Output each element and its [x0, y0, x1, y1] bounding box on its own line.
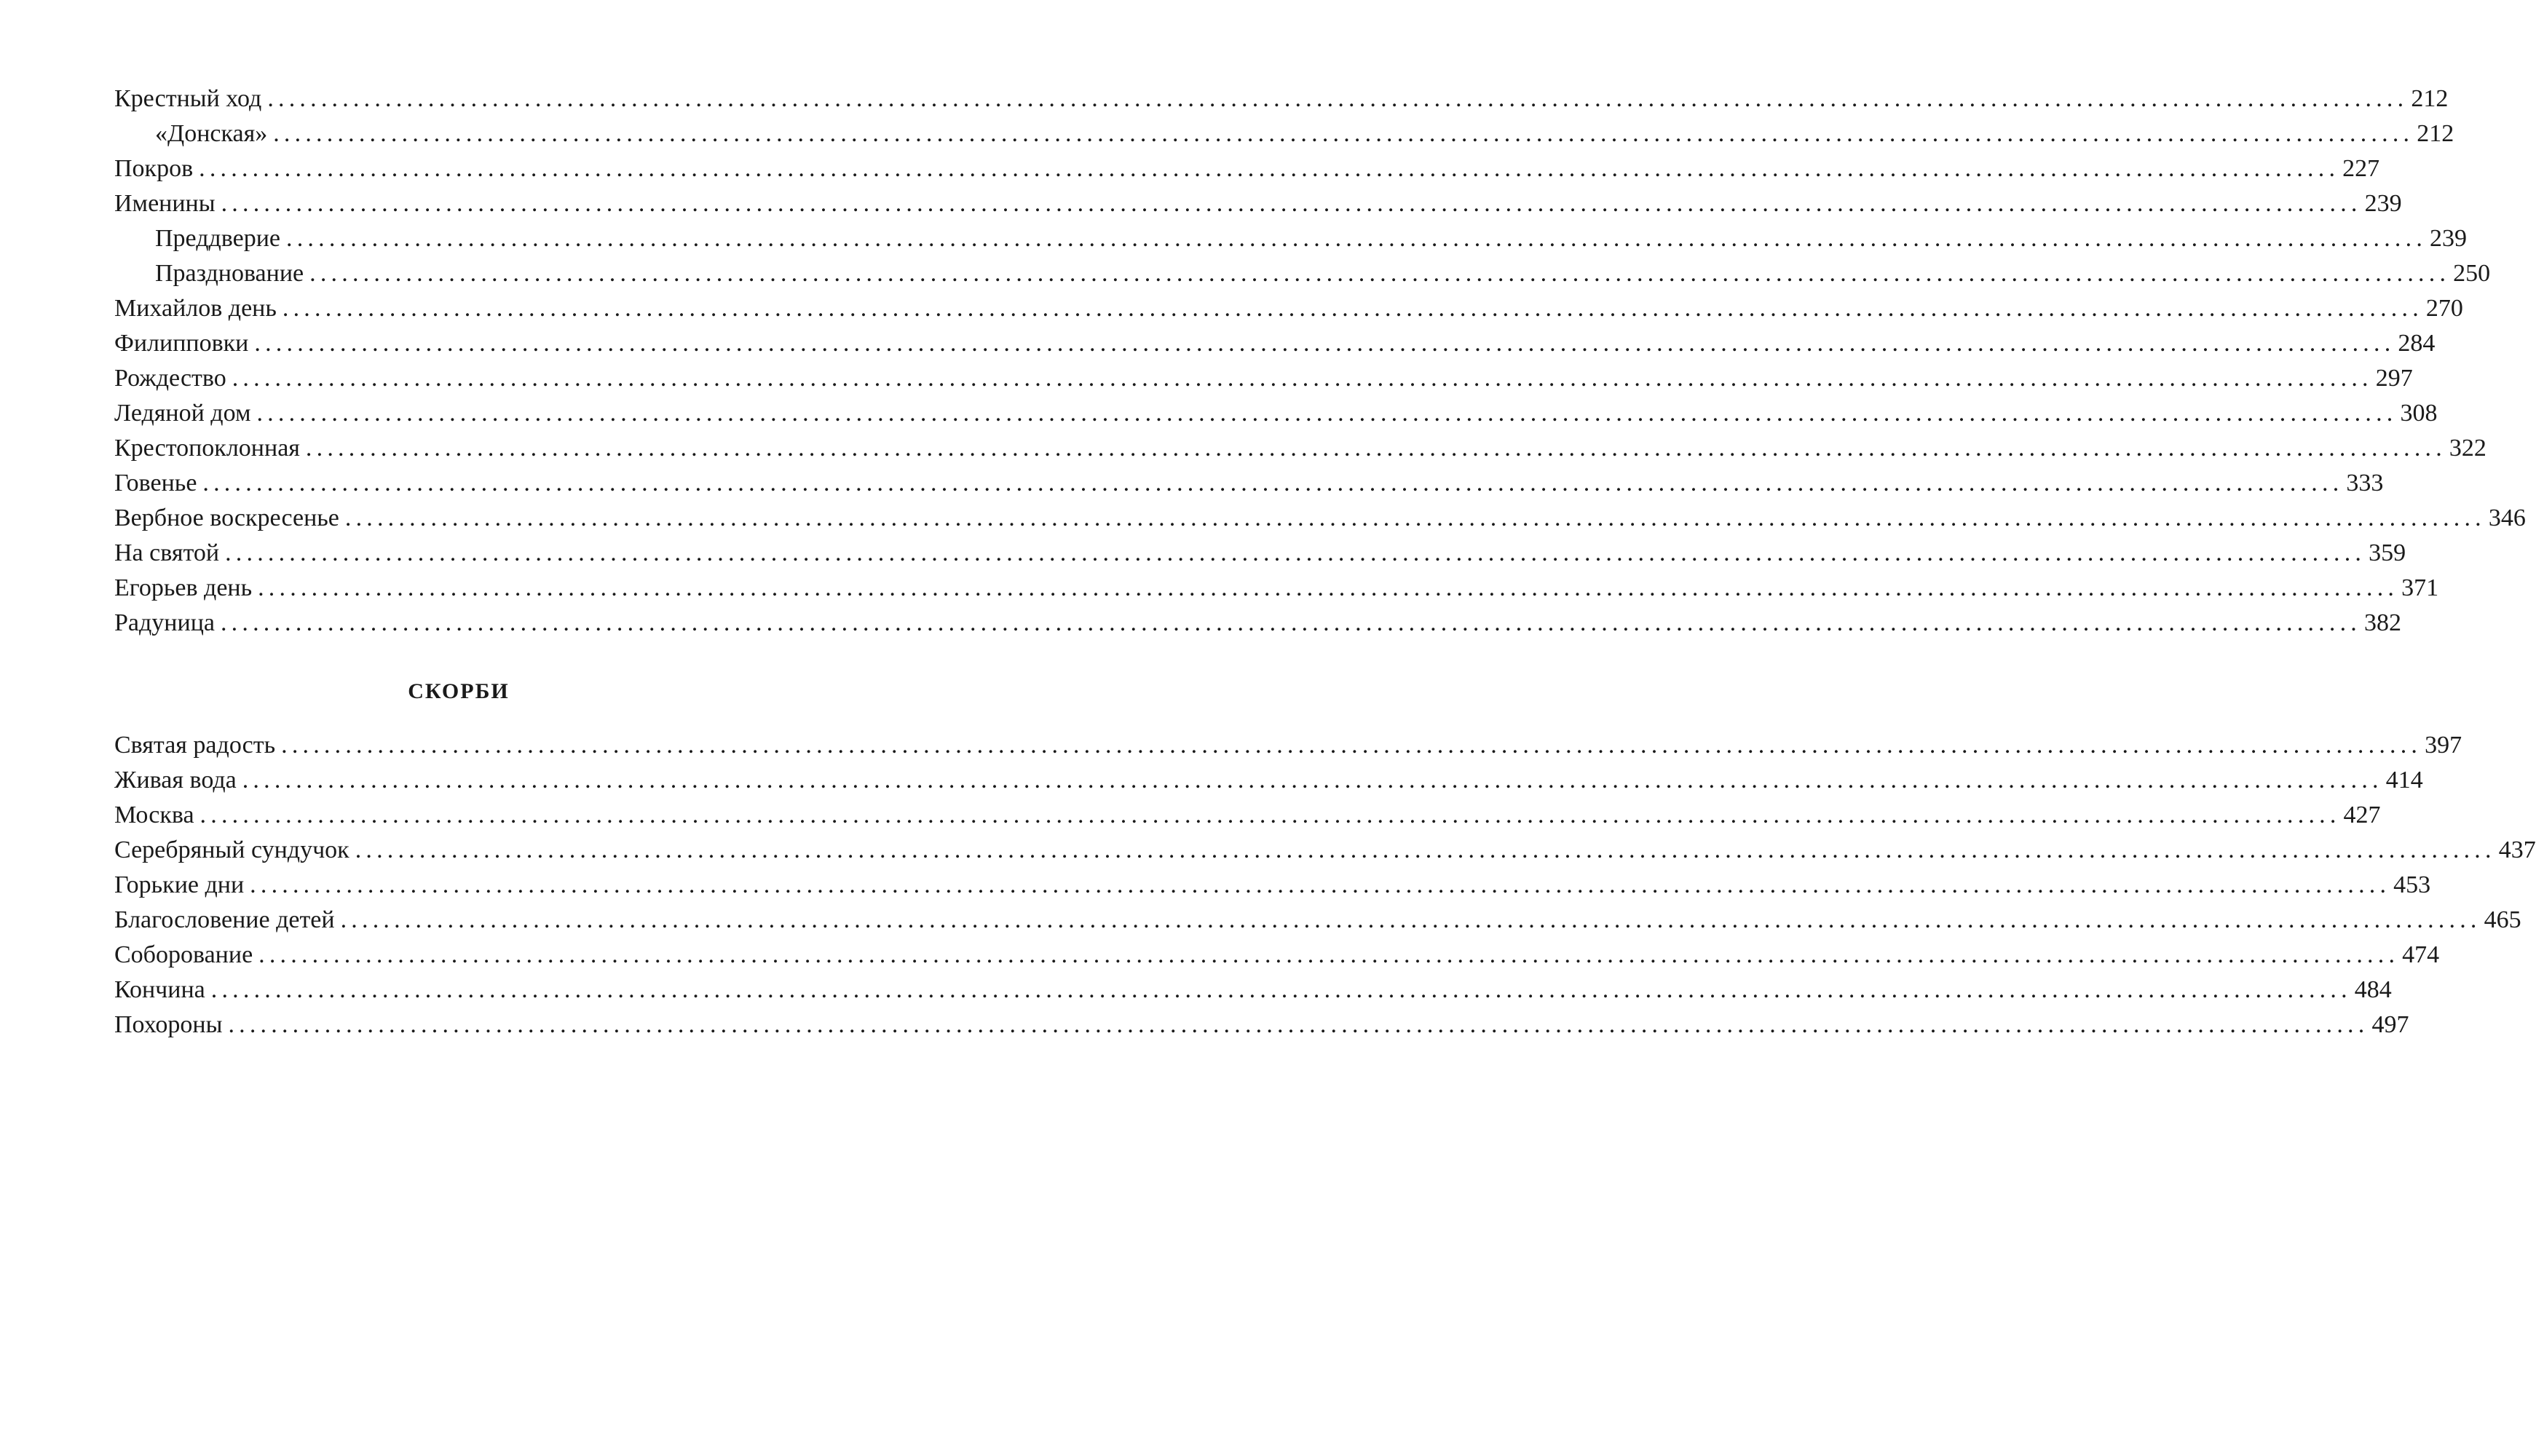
toc-entry[interactable] — [114, 431, 2486, 466]
toc-entry-title: Рождество — [114, 365, 226, 392]
toc-leader-dots: ........................................................................................................................................................................................................ — [225, 539, 2366, 566]
toc-entry-title: Горькие дни — [114, 871, 245, 898]
toc-leader-dots: ........................................................................................................................................................................................................ — [242, 767, 2383, 794]
toc-entry-title: Похороны — [114, 1011, 223, 1038]
toc-entry-title: Кончина — [114, 976, 205, 1003]
toc-leader-dots: ........................................................................................................................................................................................................ — [221, 190, 2362, 217]
toc-entry-page: 297 — [2375, 365, 2413, 392]
toc-subentry[interactable] — [114, 256, 2491, 291]
toc-entry-page: 308 — [2400, 400, 2438, 427]
toc-leader-dots: ........................................................................................................................................................................................................ — [286, 225, 2428, 252]
toc-leader-dots: ........................................................................................................................................................................................................ — [200, 802, 2341, 828]
toc-entry-page: 212 — [2411, 85, 2449, 112]
toc-entry[interactable] — [114, 973, 2392, 1008]
toc-entry-page: 212 — [2417, 120, 2454, 147]
toc-entry[interactable] — [114, 151, 2380, 186]
toc-entry[interactable] — [114, 763, 2423, 798]
toc-entry-title: Крестный ход — [114, 85, 262, 112]
toc-entry[interactable] — [114, 536, 2406, 571]
toc-leader-dots: ........................................................................................................................................................................................................ — [228, 1011, 2369, 1038]
toc-entry[interactable] — [114, 326, 2436, 361]
section-heading: СКОРБИ — [408, 679, 510, 703]
toc-list-part-2 — [114, 728, 2536, 1042]
toc-leader-dots: ........................................................................................................................................................................................................ — [281, 732, 2422, 759]
toc-leader-dots: ........................................................................................................................................................................................................ — [267, 85, 2409, 112]
toc-leader-dots: ........................................................................................................................................................................................................ — [258, 574, 2399, 601]
toc-leader-dots: ........................................................................................................................................................................................................ — [282, 295, 2423, 322]
toc-entry-title: Серебряный сундучок — [114, 836, 349, 863]
toc-entry-page: 437 — [2498, 836, 2536, 863]
table-of-contents — [114, 82, 2536, 1042]
toc-entry-title: Филипповки — [114, 330, 249, 357]
toc-leader-dots: ........................................................................................................................................................................................................ — [210, 976, 2352, 1003]
toc-entry-title: Говенье — [114, 470, 197, 496]
toc-entry-title: Именины — [114, 190, 216, 217]
toc-leader-dots: ........................................................................................................................................................................................................ — [250, 871, 2391, 898]
toc-entry-title: Ледяной дом — [114, 400, 251, 427]
toc-entry-page: 453 — [2393, 871, 2431, 898]
toc-entry-title: Покров — [114, 155, 194, 182]
toc-subentry[interactable] — [114, 116, 2454, 151]
toc-entry[interactable] — [114, 833, 2536, 868]
toc-entry-page: 359 — [2369, 539, 2406, 566]
toc-leader-dots: ........................................................................................................................................................................................................ — [344, 505, 2486, 531]
toc-entry[interactable] — [114, 903, 2521, 938]
toc-entry-title: Живая вода — [114, 767, 237, 794]
toc-entry-page: 382 — [2363, 609, 2401, 636]
toc-leader-dots: ........................................................................................................................................................................................................ — [355, 836, 2496, 863]
toc-entry-title: Радуница — [114, 609, 215, 636]
toc-entry-page: 239 — [2430, 225, 2468, 252]
toc-entry[interactable] — [114, 186, 2402, 221]
toc-list-part-1 — [114, 82, 2526, 641]
toc-entry-title: Соборование — [114, 941, 253, 968]
toc-leader-dots: ........................................................................................................................................................................................................ — [256, 400, 2398, 427]
toc-leader-dots: ........................................................................................................................................................................................................ — [254, 330, 2395, 357]
toc-entry-page: 371 — [2401, 574, 2439, 601]
toc-entry[interactable] — [114, 1008, 2409, 1042]
toc-entry-title: Празднование — [155, 260, 304, 287]
toc-entry[interactable] — [114, 938, 2440, 973]
toc-leader-dots: ........................................................................................................................................................................................................ — [340, 906, 2481, 933]
toc-entry-page: 284 — [2398, 330, 2436, 357]
toc-leader-dots: ........................................................................................................................................................................................................ — [202, 470, 2344, 496]
toc-leader-dots: ........................................................................................................................................................................................................ — [273, 120, 2414, 147]
toc-leader-dots: ........................................................................................................................................................................................................ — [220, 609, 2361, 636]
toc-entry-page: 250 — [2453, 260, 2491, 287]
toc-entry-title: «Донская» — [155, 120, 268, 147]
toc-entry-title: Егорьев день — [114, 574, 253, 601]
toc-entry-page: 346 — [2488, 505, 2526, 531]
toc-entry-page: 427 — [2343, 802, 2381, 828]
toc-entry[interactable] — [114, 606, 2401, 641]
toc-entry[interactable] — [114, 361, 2413, 396]
toc-entry-page: 397 — [2425, 732, 2462, 759]
toc-entry-title: Вербное воскресенье — [114, 505, 339, 531]
toc-subentry[interactable] — [114, 221, 2468, 256]
toc-entry-title: Преддверие — [155, 225, 281, 252]
toc-entry-title: На святой — [114, 539, 220, 566]
toc-entry[interactable] — [114, 501, 2526, 536]
toc-entry-title: Святая радость — [114, 732, 276, 759]
toc-entry-title: Благословение детей — [114, 906, 335, 933]
toc-leader-dots: ........................................................................................................................................................................................................ — [305, 435, 2446, 462]
toc-entry-page: 497 — [2371, 1011, 2409, 1038]
toc-entry-page: 270 — [2425, 295, 2463, 322]
toc-entry-page: 322 — [2449, 435, 2486, 462]
toc-leader-dots: ........................................................................................................................................................................................................ — [258, 941, 2400, 968]
toc-leader-dots: ........................................................................................................................................................................................................ — [309, 260, 2451, 287]
toc-leader-dots: ........................................................................................................................................................................................................ — [199, 155, 2340, 182]
toc-entry[interactable] — [114, 571, 2439, 606]
toc-entry-page: 333 — [2346, 470, 2384, 496]
toc-entry[interactable] — [114, 82, 2449, 116]
toc-entry-page: 474 — [2402, 941, 2440, 968]
toc-entry[interactable] — [114, 798, 2381, 833]
toc-entry[interactable] — [114, 466, 2384, 501]
toc-entry-title: Москва — [114, 802, 194, 828]
toc-entry-page: 414 — [2385, 767, 2423, 794]
toc-entry-title: Крестопоклонная — [114, 435, 300, 462]
toc-entry[interactable] — [114, 868, 2431, 903]
toc-entry[interactable] — [114, 728, 2462, 763]
toc-entry-page: 484 — [2354, 976, 2392, 1003]
toc-entry[interactable] — [114, 291, 2463, 326]
toc-entry-page: 239 — [2364, 190, 2402, 217]
toc-entry[interactable] — [114, 396, 2438, 431]
section-heading-wrap — [114, 674, 803, 709]
toc-entry-title: Михайлов день — [114, 295, 277, 322]
toc-entry-page: 227 — [2342, 155, 2380, 182]
toc-entry-page: 465 — [2484, 906, 2521, 933]
toc-leader-dots: ........................................................................................................................................................................................................ — [232, 365, 2373, 392]
